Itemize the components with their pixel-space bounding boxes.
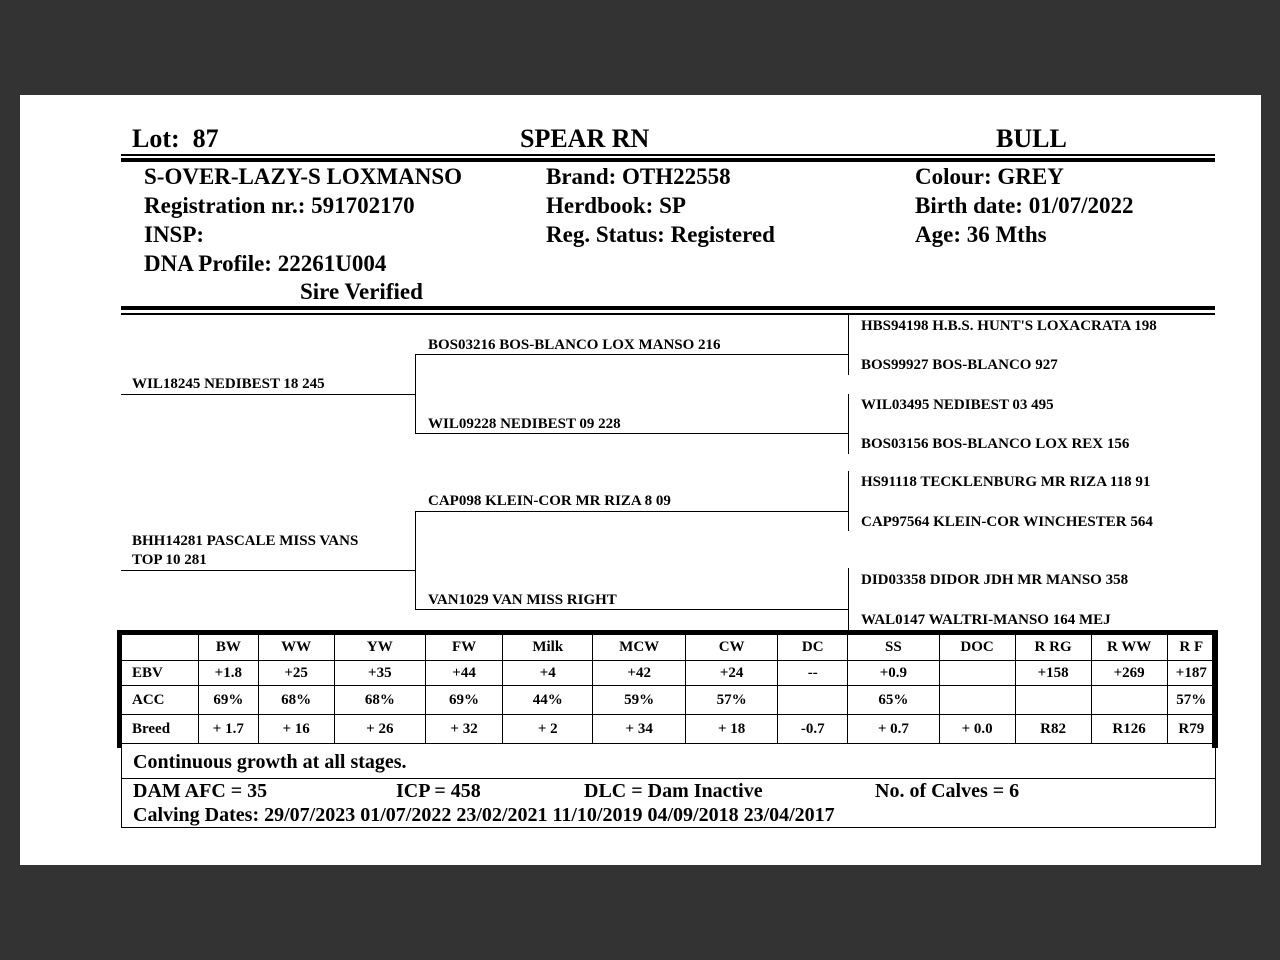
table-cell: 57% <box>1167 686 1215 715</box>
gp-bracket-1 <box>848 315 849 375</box>
pedigree-dam-sire: CAP098 KLEIN-COR MR RIZA 8 09 <box>428 493 671 509</box>
sire-sire-line <box>415 354 849 355</box>
table-cell: 57% <box>685 686 777 715</box>
herd-name: S-OVER-LAZY-S LOXMANSO <box>144 164 463 189</box>
gp-bracket-3 <box>848 471 849 531</box>
ebv-header-row <box>122 635 1216 661</box>
table-cell <box>1091 686 1167 715</box>
table-cell: 68% <box>258 686 334 715</box>
column-header: FW <box>426 635 503 661</box>
calving-dates: Calving Dates: 29/07/2023 01/07/2022 23/02/2021 11/10/2019 04/09/2018 23/04/2017 <box>133 804 835 826</box>
table-cell <box>778 686 848 715</box>
table-cell <box>939 661 1015 686</box>
animal-name: SPEAR RN <box>520 124 650 153</box>
table-row-ebv <box>122 661 1216 686</box>
column-header: Milk <box>503 635 593 661</box>
dna-profile: DNA Profile: 22261U004 <box>144 251 387 276</box>
ggp-7: DID03358 DIDOR JDH MR MANSO 358 <box>861 572 1129 588</box>
table-cell: R126 <box>1091 715 1167 744</box>
table-cell: +35 <box>334 661 425 686</box>
comment-box <box>121 748 1216 779</box>
pedigree-sire-dam: WIL09228 NEDIBEST 09 228 <box>428 416 621 432</box>
table-cell: + 0.7 <box>848 715 939 744</box>
column-header: MCW <box>593 635 685 661</box>
table-cell: + 2 <box>503 715 593 744</box>
table-cell: +1.8 <box>199 661 259 686</box>
table-cell: R82 <box>1015 715 1091 744</box>
column-header: YW <box>334 635 425 661</box>
dam-afc: DAM AFC = 35 <box>133 780 268 802</box>
column-header: SS <box>848 635 939 661</box>
table-cell: + 1.7 <box>199 715 259 744</box>
colour: Colour: GREY <box>915 164 1064 189</box>
dam-sire-line <box>415 511 849 512</box>
dam-dam-line <box>415 609 849 610</box>
pedigree-dam-line2: TOP 10 281 <box>132 552 207 568</box>
table-cell: +269 <box>1091 661 1167 686</box>
brand: Brand: OTH22558 <box>546 164 731 189</box>
lot-number: 87 <box>192 124 219 153</box>
table-cell: 59% <box>593 686 685 715</box>
column-header: DOC <box>939 635 1015 661</box>
ggp-5: HS91118 TECKLENBURG MR RIZA 118 91 <box>861 474 1151 490</box>
sire-bracket <box>415 354 416 434</box>
column-header: BW <box>199 635 259 661</box>
column-header: WW <box>258 635 334 661</box>
column-header: R F <box>1167 635 1215 661</box>
pedigree-sire-sire: BOS03216 BOS-BLANCO LOX MANSO 216 <box>428 337 721 353</box>
table-cell: + 18 <box>685 715 777 744</box>
ggp-3: WIL03495 NEDIBEST 03 495 <box>861 397 1054 413</box>
pedigree-dam-dam: VAN1029 VAN MISS RIGHT <box>428 592 617 608</box>
table-border-right <box>1212 630 1218 748</box>
column-header <box>122 635 199 661</box>
animal-sex: BULL <box>996 124 1067 153</box>
column-header: CW <box>685 635 777 661</box>
icp: ICP = 458 <box>396 780 481 802</box>
dam-bracket <box>415 511 416 610</box>
row-label: ACC <box>122 686 199 715</box>
table-cell: +0.9 <box>848 661 939 686</box>
ggp-4: BOS03156 BOS-BLANCO LOX REX 156 <box>861 436 1130 452</box>
ggp-8: WAL0147 WALTRI-MANSO 164 MEJ <box>861 612 1111 628</box>
sire-dam-line <box>415 433 849 434</box>
info-rule-top <box>121 306 1215 310</box>
column-header: DC <box>778 635 848 661</box>
comment: Continuous growth at all stages. <box>133 751 407 773</box>
table-cell: 65% <box>848 686 939 715</box>
row-label: EBV <box>122 661 199 686</box>
table-cell: R79 <box>1167 715 1215 744</box>
table-cell: + 0.0 <box>939 715 1015 744</box>
table-cell: +25 <box>258 661 334 686</box>
header-rule-bottom <box>121 158 1215 162</box>
lot-label: Lot: 87 <box>132 124 219 153</box>
sire-line <box>121 394 416 395</box>
table-cell: 69% <box>426 686 503 715</box>
column-header: R RG <box>1015 635 1091 661</box>
table-cell: -0.7 <box>778 715 848 744</box>
table-cell <box>1015 686 1091 715</box>
table-cell <box>939 686 1015 715</box>
registration-number: Registration nr.: 591702170 <box>144 193 415 218</box>
table-cell: +42 <box>593 661 685 686</box>
pedigree-dam-line1: BHH14281 PASCALE MISS VANS <box>132 533 359 549</box>
herdbook: Herdbook: SP <box>546 193 686 218</box>
table-cell: 68% <box>334 686 425 715</box>
age: Age: 36 Mths <box>915 222 1047 247</box>
column-header: R WW <box>1091 635 1167 661</box>
table-cell: +4 <box>503 661 593 686</box>
info-rule-bottom <box>121 313 1215 315</box>
table-cell: -- <box>778 661 848 686</box>
table-row-acc <box>122 686 1216 715</box>
ebv-table <box>121 634 1216 744</box>
table-cell: 69% <box>199 686 259 715</box>
table-cell: +24 <box>685 661 777 686</box>
table-cell: +158 <box>1015 661 1091 686</box>
pedigree-sire: WIL18245 NEDIBEST 18 245 <box>132 376 325 392</box>
table-cell: +44 <box>426 661 503 686</box>
gp-bracket-2 <box>848 394 849 454</box>
table-cell: +187 <box>1167 661 1215 686</box>
table-cell: 44% <box>503 686 593 715</box>
birth-date: Birth date: 01/07/2022 <box>915 193 1134 218</box>
gp-bracket-4 <box>848 568 849 630</box>
dam-line <box>121 570 416 571</box>
ggp-2: BOS99927 BOS-BLANCO 927 <box>861 357 1058 373</box>
insp: INSP: <box>144 222 205 247</box>
table-cell: + 32 <box>426 715 503 744</box>
table-row-breed <box>122 715 1216 744</box>
table-border-left <box>117 630 122 748</box>
table-cell: + 34 <box>593 715 685 744</box>
calves-count: No. of Calves = 6 <box>875 780 1020 802</box>
dam-info-box <box>121 778 1216 828</box>
ggp-1: HBS94198 H.B.S. HUNT'S LOXACRATA 198 <box>861 318 1157 334</box>
header-rule-top <box>121 154 1215 156</box>
reg-status: Reg. Status: Registered <box>546 222 775 247</box>
row-label: Breed <box>122 715 199 744</box>
table-cell: + 16 <box>258 715 334 744</box>
sire-verified: Sire Verified <box>300 279 423 304</box>
ggp-6: CAP97564 KLEIN-COR WINCHESTER 564 <box>861 514 1153 530</box>
dlc: DLC = Dam Inactive <box>584 780 763 802</box>
table-border-top <box>117 630 1218 635</box>
table-cell: + 26 <box>334 715 425 744</box>
